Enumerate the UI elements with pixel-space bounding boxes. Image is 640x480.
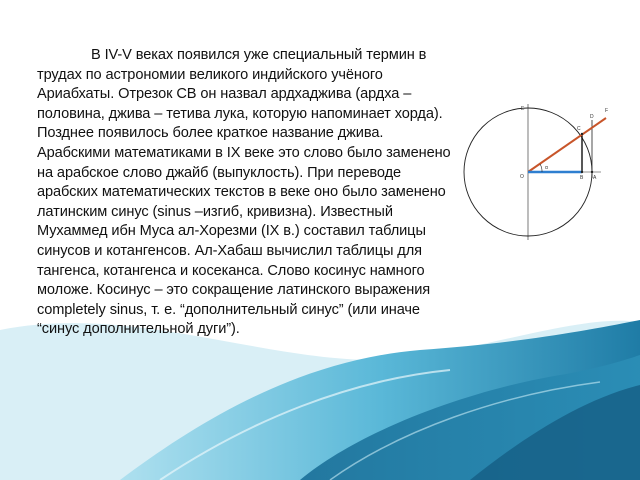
point-c (581, 133, 583, 135)
unit-circle-diagram (456, 100, 636, 250)
label-b: B (580, 175, 584, 181)
label-a: A (593, 175, 597, 181)
label-c: C (577, 126, 581, 132)
label-top: E (521, 106, 525, 112)
label-f: F (605, 108, 609, 114)
radius-line (528, 118, 606, 172)
body-paragraph: В IV-V веках появился уже специальный термин в трудах по астрономии великого индийского учёного Ариабхаты. Отрезок CB он назвал ардхаджива (ардха –половина, джива – тетива лука, которую напоминает хорда). Позднее появилось более краткое название джива. Арабскими математиками в IX веке это слово было заменено на арабское слово джайб (выпуклость). При переводе арабских математических текстов в веке оно было заменено латинским синус (sinus –изгиб, кривизна). Известный Мухаммед ибн Муса ал-Хорезми (IX в.) составил таблицы синусов и котангенсов. Ал-Хабаш вычислил таблицы для тангенса, котангенса и косеканса. Слово косинус намного моложе. Косинус – это сокращение латинского выражения completely sinus, т. е. “дополнительный синус” (или иначе “синус дополнительной дуги”). (37, 47, 451, 338)
label-angle: α (545, 165, 548, 171)
point-a (591, 171, 593, 173)
point-b (581, 171, 583, 173)
label-center: O (520, 174, 524, 180)
label-d: D (590, 114, 594, 120)
